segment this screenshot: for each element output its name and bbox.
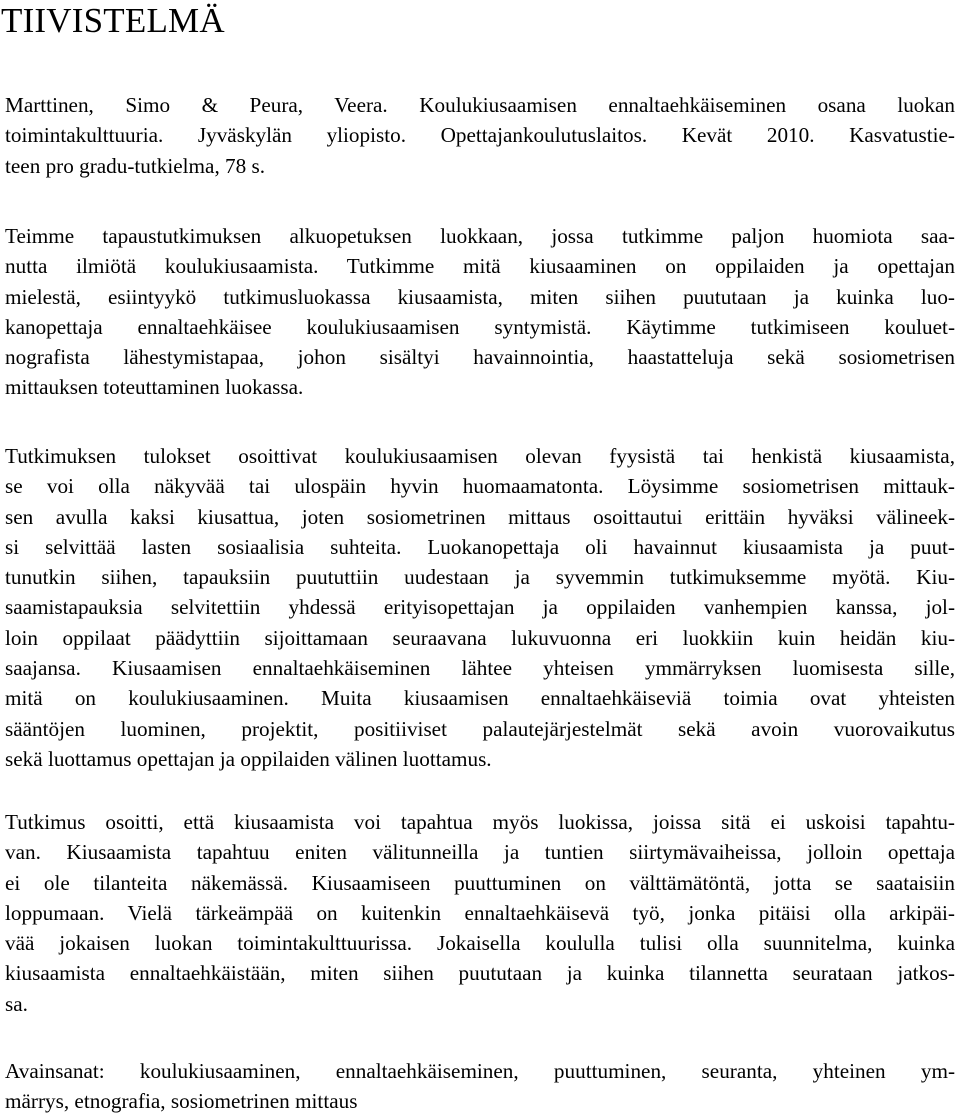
paragraph-line: kiusaamista ennaltaehkäistään, miten siihen puututaan ja kuinka tilannetta seurataan jatkos- <box>5 961 955 986</box>
paragraph-line: sääntöjen luominen, projektit, positiiviset palautejärjestelmät sekä avoin vuorovaikutus <box>5 716 955 741</box>
paragraph-line: sekä luottamus opettajan ja oppilaiden välinen luottamus. <box>5 746 492 771</box>
paragraph-line: saamistapauksia selvitettiin yhdessä erityisopettajan ja oppilaiden vanhempien kanssa, jol- <box>5 595 955 620</box>
paragraph-line: vää jokaisen luokan toimintakulttuurissa. Jokaisella koululla tulisi olla suunnitelma, kuinka <box>5 931 955 956</box>
paragraph-line: mielestä, esiintyykö tutkimusluokassa kiusaamista, miten siihen puututaan ja kuinka luo- <box>5 284 955 309</box>
keywords <box>5 1056 955 1117</box>
paragraph-line: Tutkimuksen tulokset osoittivat koulukiusaamisen olevan fyysistä tai henkistä kiusaamista, <box>5 444 955 468</box>
paragraph-results <box>5 441 955 774</box>
paragraph-line: mitä on koulukiusaaminen. Muita kiusaamisen ennaltaehkäiseviä toimia ovat yhteisten <box>5 686 955 711</box>
page-title: TIIVISTELMÄ <box>1 1 225 40</box>
paragraph-line: se voi olla näkyvää tai ulospäin hyvin huomaamatonta. Löysimme sosiometrisen mittauk- <box>5 474 955 499</box>
keywords-line: Avainsanat: koulukiusaaminen, ennaltaehkäiseminen, puuttuminen, seuranta, yhteinen ym- <box>5 1059 955 1083</box>
paragraph-line: tunutkin siihen, tapauksiin puututtiin uudestaan ja syvemmin tutkimuksemme myötä. Kiu- <box>5 565 955 590</box>
paragraph-line: mittauksen toteuttaminen luokassa. <box>5 375 304 400</box>
paragraph-line: loppumaan. Vielä tärkeämpää on kuitenkin ennaltaehkäisevä työ, jonka pitäisi olla arkipäi- <box>5 900 955 925</box>
citation-line: teen pro gradu-tutkielma, 78 s. <box>5 153 266 178</box>
citation <box>5 90 955 181</box>
paragraph-line: si selvittää lasten sosiaalisia suhteita. Luokanopettaja oli havainnut kiusaamista ja puut- <box>5 534 955 559</box>
citation-line: toimintakulttuuria. Jyväskylän yliopisto. Opettajankoulutuslaitos. Kevät 2010. Kasvatustie- <box>5 123 955 148</box>
paragraph-line: Teimme tapaustutkimuksen alkuopetuksen luokkaan, jossa tutkimme paljon huomiota saa- <box>5 224 955 248</box>
paragraph-line: saajansa. Kiusaamisen ennaltaehkäiseminen lähtee yhteisen ymmärryksen luomisesta sille, <box>5 656 955 681</box>
paragraph-line: Tutkimus osoitti, että kiusaamista voi tapahtua myös luokissa, joissa sitä ei uskoisi tapahtu- <box>5 810 955 834</box>
paragraph-line: nografista lähestymistapaa, johon sisältyi havainnointia, haastatteluja sekä sosiometrisen <box>5 345 955 370</box>
paragraph-line: sen avulla kaksi kiusattua, joten sosiometrinen mittaus osoittautui erittäin hyväksi välineek- <box>5 504 955 529</box>
paragraph-line: sa. <box>5 991 28 1016</box>
paragraph-line: nutta ilmiötä koulukiusaamista. Tutkimme mitä kiusaaminen on oppilaiden ja opettajan <box>5 254 955 279</box>
paragraph-line: loin oppilaat päädyttiin sijoittamaan seuraavana lukuvuonna eri luokkiin kuin heidän kiu- <box>5 625 955 650</box>
keywords-line: märrys, etnografia, sosiometrinen mittaus <box>5 1089 358 1114</box>
paragraph-line: kanopettaja ennaltaehkäisee koulukiusaamisen syntymistä. Käytimme tutkimiseen kouluet- <box>5 314 955 339</box>
paragraph-method <box>5 221 955 403</box>
paragraph-line: van. Kiusaamista tapahtuu eniten välitunneilla ja tuntien siirtymävaiheissa, jolloin opettaja <box>5 840 955 865</box>
citation-line: Marttinen, Simo & Peura, Veera. Koulukiusaamisen ennaltaehkäiseminen osana luokan <box>5 93 955 117</box>
paragraph-conclusion <box>5 807 955 1019</box>
paragraph-line: ei ole tilanteita näkemässä. Kiusaamiseen puuttuminen on välttämätöntä, jotta se saataisiin <box>5 870 955 895</box>
